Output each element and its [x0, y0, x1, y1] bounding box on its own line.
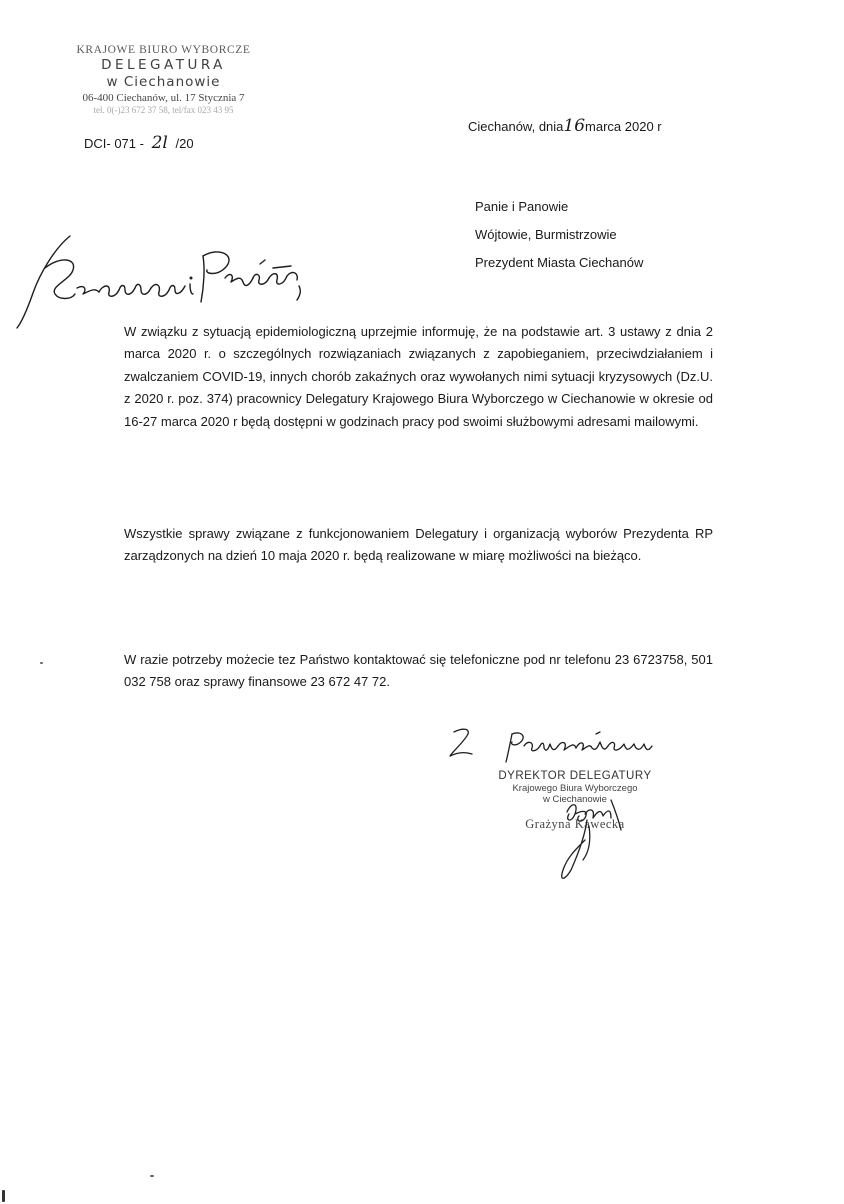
date-place: Ciechanów, dnia — [468, 119, 564, 134]
date-month-year: marca 2020 r — [585, 119, 662, 134]
recipient-line: Prezydent Miasta Ciechanów — [475, 255, 644, 270]
director-title: DYREKTOR DELEGATURY — [498, 770, 652, 782]
body-paragraph-1 — [124, 321, 713, 433]
scan-speck — [150, 1175, 154, 1177]
reference-number — [84, 133, 194, 153]
director-signature — [545, 790, 635, 885]
salutation-handwriting — [15, 228, 305, 333]
reference-suffix: /20 — [175, 136, 194, 151]
stamp-line-address: 06-400 Ciechanów, ul. 17 Stycznia 7 — [82, 92, 245, 104]
director-place: w Ciechanowie — [543, 794, 607, 805]
recipient-line: Panie i Panowie — [475, 199, 569, 214]
director-name: Grażyna Kawecka — [525, 817, 625, 831]
stamp-line-phone: tel. 0(-)23 672 37 58, tel/fax 023 43 95 — [93, 105, 234, 115]
reference-prefix: DCI- 071 - — [84, 136, 144, 151]
stamp-line-city: w Ciechanowie — [106, 74, 221, 90]
paragraph-text: W związku z sytuacją epidemiologiczną uprzejmie informuję, że na podstawie art. 3 ustawy z dnia 2 marca 2020 r. o szczególnych rozwiązaniach związanych z zapobieganiem, przeciwdziałaniem i zwalczaniem COVID-19, innych chorób zakaźnych oraz wywołanych nimi sytuacji kryzysowych (Dz.U. z 2020 r. poz. 374) pracownicy Delegatury Krajowego Biura Wyborczego w Ciechanowie w okresie od 16-27 marca 2020 r będą dostępni w godzinach pracy pod swoimi służbowymi adresami mailowymi. — [124, 324, 713, 429]
director-organization: Krajowego Biura Wyborczego — [512, 783, 638, 794]
scan-speck — [40, 662, 43, 664]
body-paragraph-3 — [124, 649, 713, 694]
date-handwritten-day: 16 — [563, 116, 586, 136]
recipient-line: Wójtowie, Burmistrzowie — [475, 227, 617, 242]
office-stamp — [56, 44, 271, 115]
stamp-line-institution: KRAJOWE BIURO WYBORCZE — [76, 44, 251, 56]
stamp-line-delegatura: DELEGATURA — [101, 57, 226, 73]
paragraph-text: Wszystkie sprawy związane z funkcjonowaniem Delegatury i organizacją wyborów Prezydenta RP zarządzonych na dzień 10 maja 2020 r. będą realizowane w miarę możliwości na bieżąco. — [124, 526, 713, 564]
closing-handwriting — [440, 722, 655, 764]
date-line — [468, 116, 662, 136]
paragraph-text: W razie potrzeby możecie tez Państwo kontaktować się telefoniczne pod nr telefonu 23 6723758, 501 032 758 oraz sprawy finansowe 23 672 47 72. — [124, 652, 713, 690]
recipients-block — [475, 193, 643, 277]
scan-edge-mark — [2, 1190, 5, 1202]
body-paragraph-2 — [124, 523, 713, 568]
reference-handwritten-number: 2l — [151, 133, 168, 153]
